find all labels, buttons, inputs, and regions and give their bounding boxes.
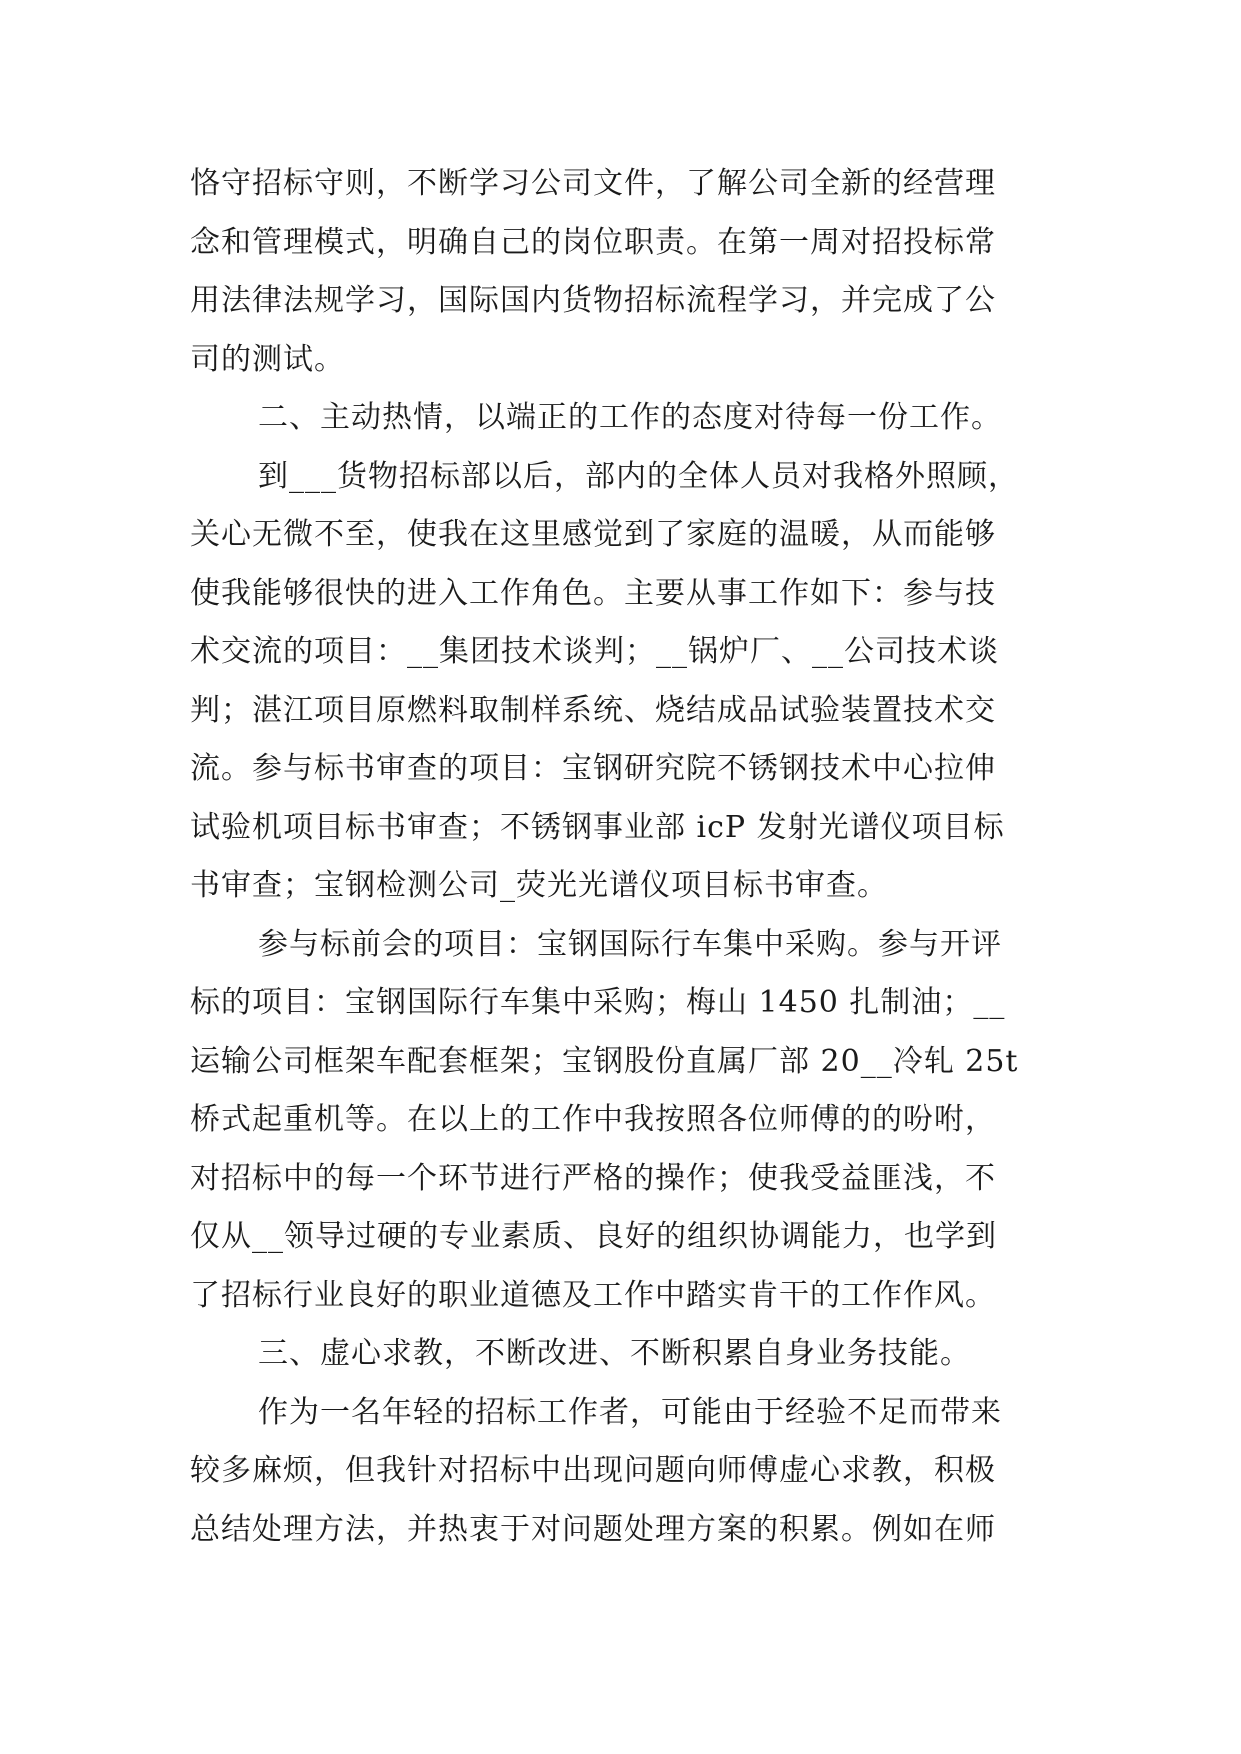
text-line: 试验机项目标书审查；不锈钢事业部 icP 发射光谱仪项目标 [190,809,1005,845]
text-line: 运输公司框架车配套框架；宝钢股份直属厂部 20__冷轧 25t [190,1043,1019,1079]
text-line: 念和管理模式，明确自己的岗位职责。在第一周对招投标常 [190,224,996,260]
text-line: 总结处理方法，并热衷于对问题处理方案的积累。例如在师 [190,1511,996,1547]
text-line: 恪守招标守则，不断学习公司文件，了解公司全新的经营理 [190,166,996,201]
text-line: 较多麻烦，但我针对招标中出现问题向师傅虚心求教，积极 [190,1453,996,1488]
text-line: 对招标中的每一个环节进行严格的操作；使我受益匪浅，不 [190,1160,996,1196]
section-heading: 三、虚心求教，不断改进、不断积累自身业务技能。 [258,1336,971,1371]
text-line: 流。参与标书审查的项目：宝钢研究院不锈钢技术中心拉伸 [190,751,996,786]
text-line: 到___货物招标部以后，部内的全体人员对我格外照顾， [258,458,1019,494]
text-line: 桥式起重机等。在以上的工作中我按照各位师傅的的吩咐， [190,1102,996,1137]
text-line: 关心无微不至，使我在这里感觉到了家庭的温暖，从而能够 [190,517,996,552]
text-line: 司的测试。 [190,341,345,377]
text-line: 使我能够很快的进入工作角色。主要从事工作如下：参与技 [190,575,996,611]
text-line: 用法律法规学习，国际国内货物招标流程学习，并完成了公 [190,283,996,318]
text-line: 术交流的项目：__集团技术谈判；__锅炉厂、__公司技术谈 [190,634,999,669]
text-line: 标的项目：宝钢国际行车集中采购；梅山 1450 扎制油；__ [190,985,1006,1020]
document-body [190,155,1050,1559]
text-line: 仅从__领导过硬的专业素质、良好的组织协调能力，也学到 [190,1219,997,1254]
section-heading: 二、主动热情，以端正的工作的态度对待每一份工作。 [258,400,1002,435]
text-line: 判；湛江项目原燃料取制样系统、烧结成品试验装置技术交 [190,692,996,728]
text-line: 书审查；宝钢检测公司_荧光光谱仪项目标书审查。 [190,868,888,903]
text-line: 参与标前会的项目：宝钢国际行车集中采购。参与开评 [258,926,1002,962]
text-line: 作为一名年轻的招标工作者，可能由于经验不足而带来 [258,1394,1002,1430]
text-line: 了招标行业良好的职业道德及工作中踏实肯干的工作作风。 [190,1277,996,1313]
